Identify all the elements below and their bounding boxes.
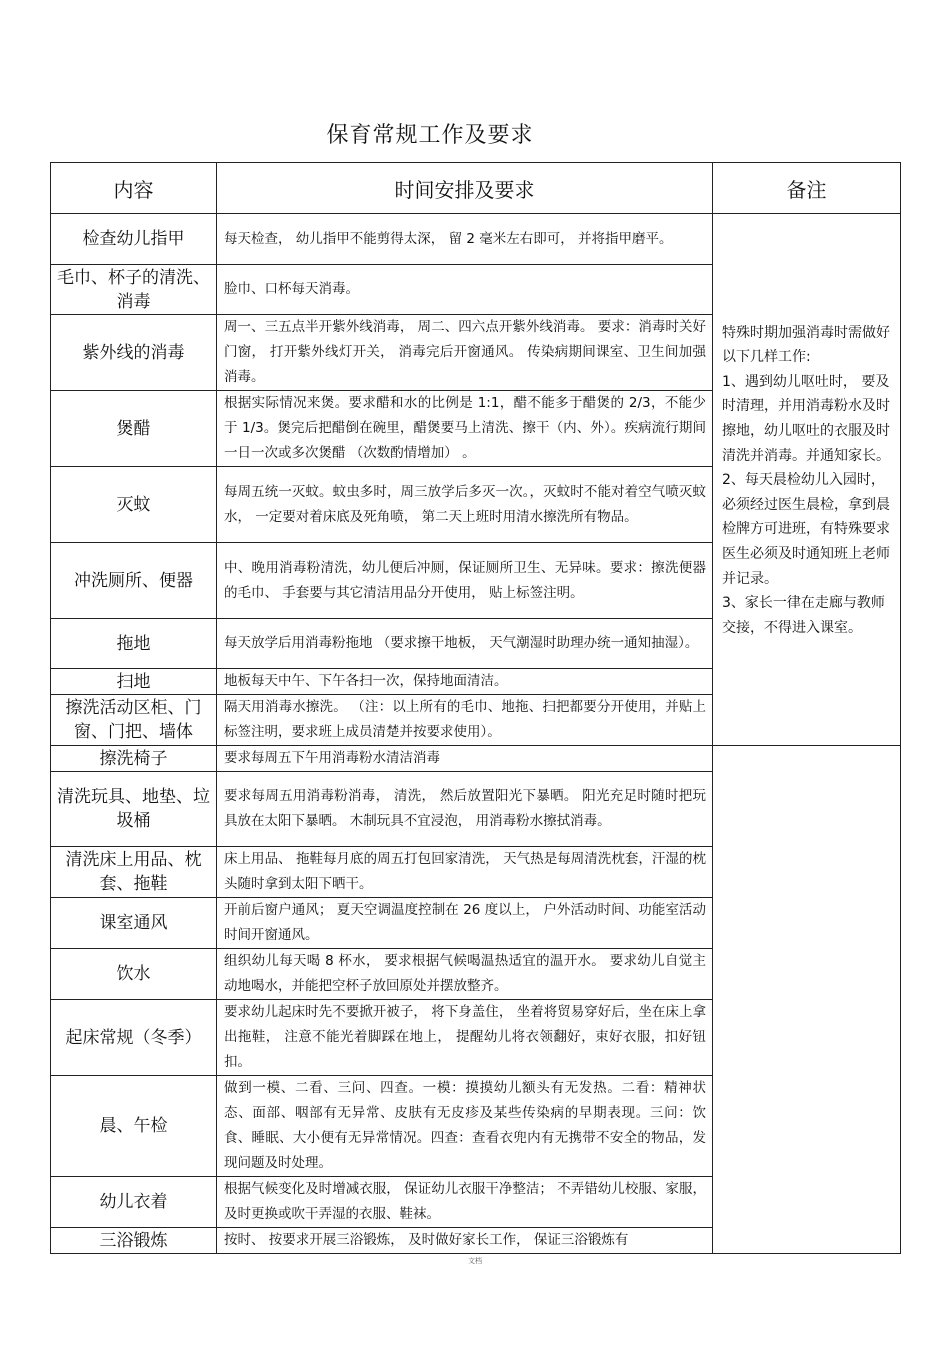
row-desc: 按时、 按要求开展三浴锻炼， 及时做好家长工作， 保证三浴锻炼有 (217, 1228, 713, 1254)
row-item: 煲醋 (51, 391, 217, 467)
row-item: 灭蚊 (51, 467, 217, 543)
care-table (50, 162, 901, 1254)
page-title: 保育常规工作及要求 (326, 123, 534, 148)
row-item: 检查幼儿指甲 (51, 214, 217, 265)
row-desc: 开前后窗户通风； 夏天空调温度控制在 26 度以上， 户外活动时间、功能室活动时间开窗通风。 (217, 898, 713, 949)
row-item: 紫外线的消毒 (51, 315, 217, 391)
row-desc: 根据气候变化及时增减衣服， 保证幼儿衣服干净整洁； 不弄错幼儿校服、家服，及时更换或吹干弄湿的衣服、鞋袜。 (217, 1177, 713, 1228)
row-desc: 每周五统一灭蚊。蚊虫多时，周三放学后多灭一次。，灭蚊时不能对着空气喷灭蚊水， 一定要对着床底及死角喷， 第二天上班时用清水擦洗所有物品。 (217, 467, 713, 543)
row-desc: 根据实际情况来煲。要求醋和水的比例是 1:1，醋不能多于醋煲的 2/3，不能少于 1/3。煲完后把醋倒在碗里，醋煲要马上清洗、擦干（内、外）。疾病流行期间一日一次或多次煲醋 （次数酌情增加） 。 (217, 391, 713, 467)
row-desc: 中、晚用消毒粉清洗，幼儿便后冲厕，保证厕所卫生、无异味。要求：擦洗便器的毛巾、 手套要与其它清洁用品分开使用， 贴上标签注明。 (217, 543, 713, 619)
page-footer: 文档 (468, 1257, 482, 1265)
row-desc: 每天检查， 幼儿指甲不能剪得太深， 留 2 毫米左右即可， 并将指甲磨平。 (217, 214, 713, 265)
row-item: 拖地 (51, 619, 217, 669)
row-desc: 周一、三五点半开紫外线消毒， 周二、四六点开紫外线消毒。 要求：消毒时关好门窗， 打开紫外线灯开关， 消毒完后开窗通风。 传染病期间课室、卫生间加强消毒。 (217, 315, 713, 391)
row-item: 晨、午检 (51, 1076, 217, 1177)
row-item: 擦洗椅子 (51, 746, 217, 772)
row-desc: 床上用品、 拖鞋每月底的周五打包回家清洗， 天气热是每周清洗枕套，汗湿的枕头随时拿到太阳下晒干。 (217, 847, 713, 898)
row-item: 幼儿衣着 (51, 1177, 217, 1228)
remark-cell (713, 214, 901, 746)
remark-point: 1、遇到幼儿呕吐时， 要及时清理，并用消毒粉水及时擦地，幼儿呕吐的衣服及时清洗并消毒。并通知家长。 (722, 373, 890, 464)
table-header-row (51, 163, 901, 214)
remark-cell-continued (713, 746, 901, 1254)
header-schedule: 时间安排及要求 (217, 163, 713, 214)
row-desc: 脸巾、口杯每天消毒。 (217, 265, 713, 315)
row-item: 毛巾、杯子的清洗、消毒 (51, 265, 217, 315)
row-item: 冲洗厕所、便器 (51, 543, 217, 619)
table-row (51, 746, 901, 772)
row-desc: 隔天用消毒水擦洗。 （注：以上所有的毛巾、地拖、扫把都要分开使用，并贴上标签注明，要求班上成员清楚并按要求使用）。 (217, 695, 713, 746)
row-item: 起床常规（冬季） (51, 1000, 217, 1076)
row-desc: 每天放学后用消毒粉拖地 （要求擦干地板， 天气潮湿时助理办统一通知抽湿）。 (217, 619, 713, 669)
row-desc: 组织幼儿每天喝 8 杯水， 要求根据气候喝温热适宜的温开水。 要求幼儿自觉主动地喝水，并能把空杯子放回原处并摆放整齐。 (217, 949, 713, 1000)
remark-intro: 特殊时期加强消毒时需做好以下几样工作: (722, 324, 890, 366)
table-row (51, 214, 901, 265)
header-remark: 备注 (713, 163, 901, 214)
row-desc: 地板每天中午、下午各扫一次，保持地面清洁。 (217, 669, 713, 695)
remark-point: 3、家长一律在走廊与教师交接，不得进入课室。 (722, 595, 885, 636)
row-item: 清洗玩具、地垫、垃圾桶 (51, 772, 217, 847)
row-item: 擦洗活动区柜、门窗、门把、墙体 (51, 695, 217, 746)
row-desc: 要求每周五下午用消毒粉水清洁消毒 (217, 746, 713, 772)
row-item: 清洗床上用品、枕套、拖鞋 (51, 847, 217, 898)
remark-point: 2、每天晨检幼儿入园时，必须经过医生晨检，拿到晨检牌方可进班，有特殊要求医生必须及时通知班上老师并记录。 (722, 472, 890, 587)
row-item: 课室通风 (51, 898, 217, 949)
row-item: 饮水 (51, 949, 217, 1000)
row-item: 三浴锻炼 (51, 1228, 217, 1254)
row-desc: 要求每周五用消毒粉消毒， 清洗， 然后放置阳光下暴晒。 阳光充足时随时把玩具放在太阳下暴晒。 木制玩具不宜浸泡， 用消毒粉水擦拭消毒。 (217, 772, 713, 847)
row-item: 扫地 (51, 669, 217, 695)
row-desc: 做到一模、二看、三问、四查。一模：摸摸幼儿额头有无发热。二看：精神状态、面部、咽部有无异常、皮肤有无皮疹及某些传染病的早期表现。三问：饮食、睡眠、大小便有无异常情况。四查：查看衣兜内有无携带不安全的物品，发现问题及时处理。 (217, 1076, 713, 1177)
row-desc: 要求幼儿起床时先不要掀开被子， 将下身盖住， 坐着将贸易穿好后，坐在床上拿出拖鞋， 注意不能光着脚踩在地上， 提醒幼儿将衣领翻好，束好衣服，扣好钮扣。 (217, 1000, 713, 1076)
header-item: 内容 (51, 163, 217, 214)
